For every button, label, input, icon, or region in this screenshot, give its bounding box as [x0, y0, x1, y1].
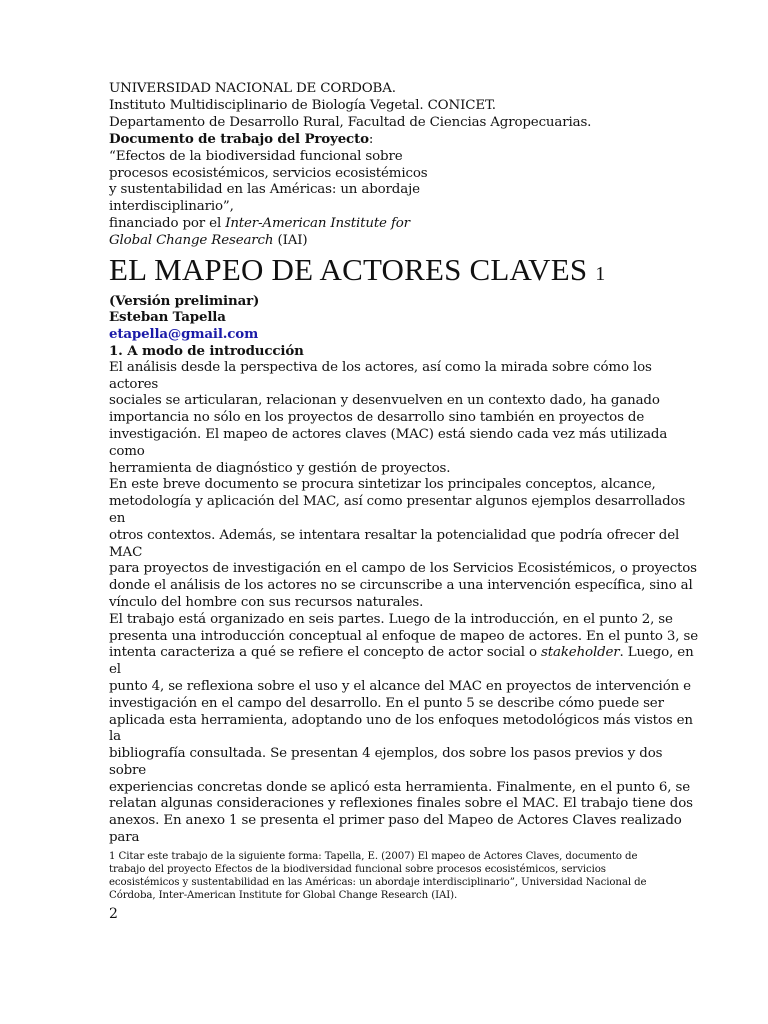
body-line: en — [109, 510, 126, 526]
funder-suffix: (IAI) — [273, 232, 308, 248]
project-line: procesos ecosistémicos, servicios ecosistémicos — [109, 165, 428, 181]
body-line: El trabajo está organizado en seis partes. Luego de la introducción, en el punto 2, se — [109, 611, 673, 627]
body-line: experiencias concretas donde se aplicó esta herramienta. Finalmente, en el punto 6, se — [109, 779, 691, 795]
stakeholder-term: stakeholder — [541, 645, 620, 661]
body-text: intenta caracteriza a qué se refiere el concepto de actor social o — [109, 645, 542, 661]
doc-label: Documento de trabajo del Proyecto — [109, 131, 369, 147]
body-line: relatan algunas consideraciones y reflexiones finales sobre el MAC. El trabajo tiene dos — [109, 796, 693, 812]
document-title — [109, 252, 759, 292]
footnote-line: ecosistémicos y sustentabilidad en las Américas: un abordaje interdisciplinario”, Universidad Nacional de — [109, 877, 647, 889]
body-line: metodología y aplicación del MAC, así como presentar algunos ejemplos desarrollados — [109, 494, 686, 510]
body-line: herramienta de diagnóstico y gestión de proyectos. — [109, 460, 451, 476]
body-line: bibliografía consultada. Se presentan 4 ejemplos, dos sobre los pasos previos y dos — [109, 746, 663, 762]
body-line: para — [109, 830, 140, 846]
funded-line-2 — [109, 233, 759, 250]
body-line: sobre — [109, 762, 147, 778]
body-line: importancia no sólo en los proyectos de desarrollo sino también en proyectos de — [109, 410, 645, 426]
body-line: la — [109, 729, 121, 745]
funder-name-1: Inter-American Institute for — [225, 215, 410, 231]
body-line: investigación en el campo del desarrollo. En el punto 5 se describe cómo puede ser — [109, 695, 664, 711]
body-line: punto 4, se reflexiona sobre el uso y el alcance del MAC en proyectos de intervención e — [109, 678, 691, 694]
project-line: “Efectos de la biodiversidad funcional sobre — [109, 148, 403, 164]
department-name: Departamento de Desarrollo Rural, Facultad de Ciencias Agropecuarias. — [109, 115, 592, 130]
institute-name: Instituto Multidisciplinario de Biología Vegetal. CONICET. — [109, 98, 496, 113]
title-footnote-mark: 1 — [595, 262, 606, 285]
funded-prefix: financiado por el — [109, 215, 226, 231]
body-line: investigación. El mapeo de actores claves (MAC) está siendo cada vez más utilizada — [109, 426, 668, 442]
document-page — [109, 80, 759, 923]
doc-label-line — [109, 131, 759, 149]
body-line-mixed — [109, 645, 759, 662]
footnote-line: trabajo del proyecto Efectos de la biodiversidad funcional sobre procesos ecosistémicos, servicios — [109, 864, 606, 876]
body-line: para proyectos de investigación en el campo de los Servicios Ecosistémicos, o proyectos — [109, 561, 697, 577]
body-line: anexos. En anexo 1 se presenta el primer paso del Mapeo de Actores Claves realizado — [109, 813, 682, 829]
body-line: sociales se articularan, relacionan y desenvuelven en un contexto dado, ha ganado — [109, 393, 660, 409]
footnote-line: Córdoba, Inter-American Institute for Global Change Research (IAI). — [109, 890, 458, 902]
title-text: EL MAPEO DE ACTORES CLAVES — [109, 251, 596, 287]
body-line: otros contextos. Además, se intentara resaltar la potencialidad que podría ofrecer del — [109, 527, 680, 543]
body-line: vínculo del hombre con sus recursos naturales. — [109, 594, 424, 610]
doc-label-colon: : — [368, 132, 374, 147]
body-line: aplicada esta herramienta, adoptando uno de los enfoques metodológicos más vistos en — [109, 712, 693, 728]
author-email-link[interactable]: etapella@gmail.com — [109, 326, 259, 343]
university-name: UNIVERSIDAD NACIONAL DE CORDOBA. — [109, 81, 396, 96]
funded-line — [109, 216, 759, 233]
author-name: Esteban Tapella — [109, 309, 226, 326]
body-line: actores — [109, 376, 159, 392]
body-text: . Luego, en — [619, 645, 694, 661]
funder-name-2: Global Change Research — [109, 232, 274, 248]
footnote-line: 1 Citar este trabajo de la siguiente forma: Tapella, E. (2007) El mapeo de Actores Claves, documento de — [109, 850, 638, 862]
body-line: En este breve documento se procura sintetizar los principales conceptos, alcance, — [109, 477, 656, 493]
body-line: como — [109, 443, 145, 459]
project-line: y sustentabilidad en las Américas: un abordaje — [109, 182, 420, 198]
project-line: interdisciplinario”, — [109, 199, 234, 215]
section-heading: 1. A modo de introducción — [109, 342, 304, 359]
body-line: El análisis desde la perspectiva de los actores, así como la mirada sobre cómo los — [109, 359, 652, 375]
body-line: MAC — [109, 544, 143, 560]
footnote — [109, 850, 759, 903]
body-line: donde el análisis de los actores no se circunscribe a una intervención específica, sino al — [109, 578, 693, 594]
body-line: el — [109, 662, 121, 678]
version-note: (Versión preliminar) — [109, 292, 260, 309]
body-line: presenta una introducción conceptual al enfoque de mapeo de actores. En el punto 3, se — [109, 628, 698, 644]
page-number: 2 — [109, 905, 118, 922]
